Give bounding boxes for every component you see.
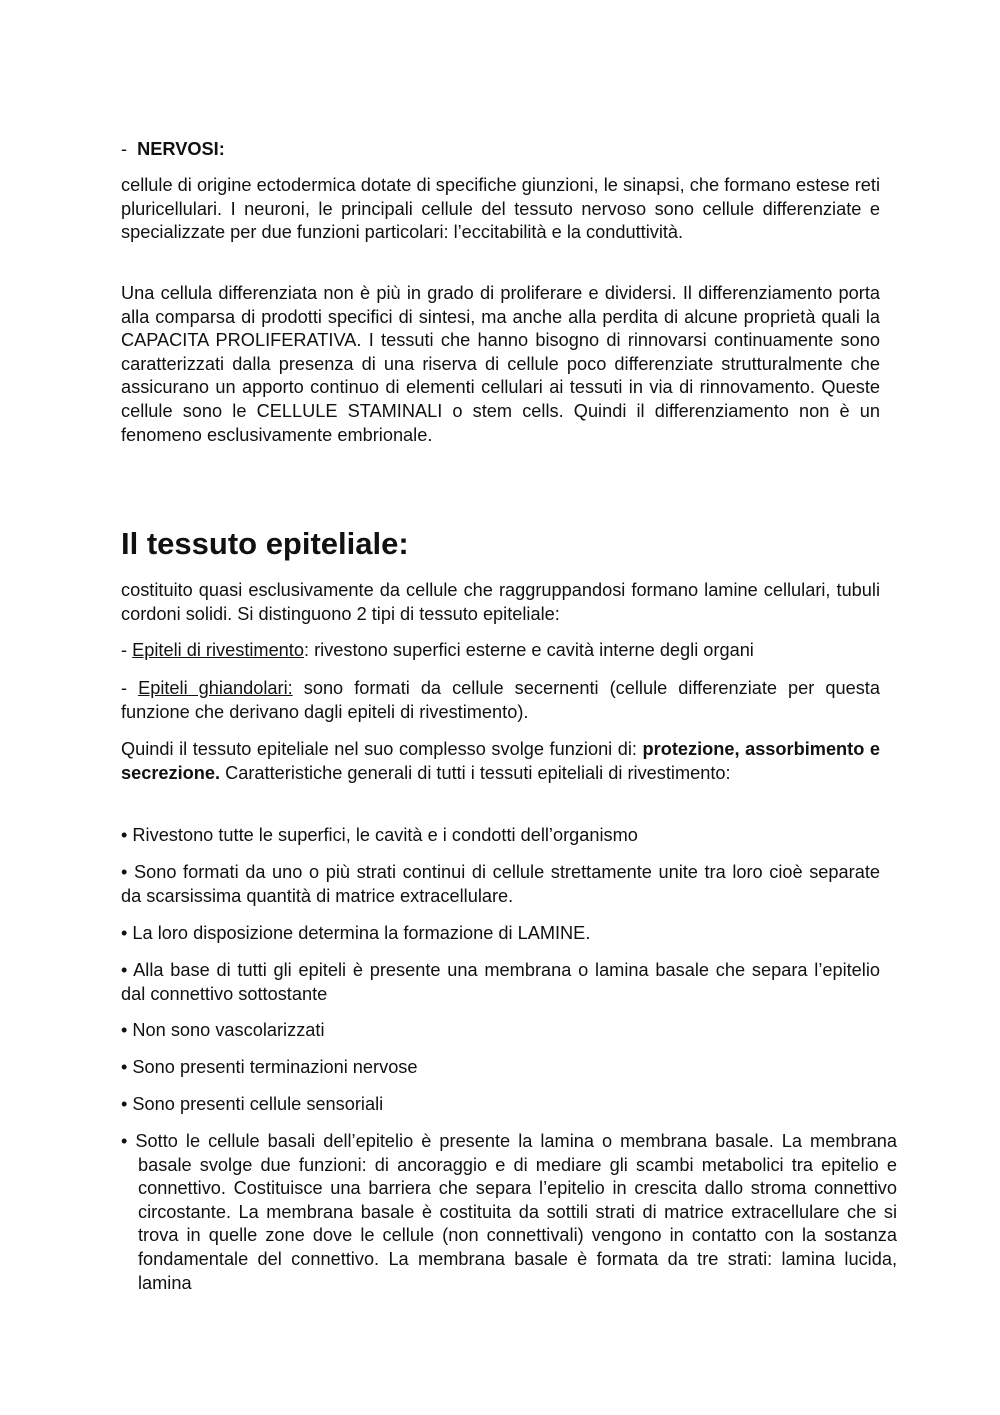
- list-dash: -: [121, 640, 133, 660]
- bullet-item-8: • Sotto le cellule basali dell’epitelio è presente la lamina o membrana basale. La membrana basale svolge due funzioni: di ancoraggio e di mediare gli scambi metabolici tra epitelio e connettivo. Costituisce una barriera che separa l’epitelio in crescita dallo stroma connettivo circostante. La membrana basale è costituita da sottili strati di matrice extracellulare che si trova in quelle zone dove le cellule (non connettivali) vengono in contatto con la sostanza fondamentale del connettivo. La membrana basale è formata da tre strati: lamina lucida, lamina: [121, 1131, 897, 1293]
- bullet-item-3: • La loro disposizione determina la formazione di LAMINE.: [121, 923, 591, 943]
- summary-text-post: Caratteristiche generali di tutti i tessuti epiteliali di rivestimento:: [220, 762, 731, 783]
- list-item-epiteli-ghiandolari: [121, 677, 880, 724]
- paragraph-functions-summary: [121, 738, 880, 785]
- definition-epiteli-rivestimento: : rivestono superfici esterne e cavità interne degli organi: [303, 640, 754, 660]
- definition-epiteli-ghiandolari: sono formati da cellule secernenti (cellule differenziate per questa funzione che derivano dagli epiteli di rivestimento).: [121, 678, 880, 722]
- heading-nervosi: NERVOSI:: [137, 139, 225, 159]
- bullet-item-6: • Sono presenti terminazioni nervose: [121, 1057, 418, 1077]
- term-epiteli-rivestimento: Epiteli di rivestimento: [132, 640, 304, 660]
- bullet-item-1: • Rivestono tutte le superfici, le cavità e i condotti dell’organismo: [121, 825, 638, 845]
- bullet-item-7: • Sono presenti cellule sensoriali: [121, 1094, 384, 1114]
- term-epiteli-ghiandolari: Epiteli ghiandolari:: [138, 678, 293, 698]
- section-heading-nervosi: [121, 138, 225, 162]
- bullet-item-2: • Sono formati da uno o più strati continui di cellule strettamente unite tra loro cioè separate da scarsissima quantità di matrice extracellulare.: [121, 862, 880, 906]
- paragraph-nervosi-description: cellule di origine ectodermica dotate di specifiche giunzioni, le sinapsi, che formano estese reti pluricellulari. I neuroni, le principali cellule del tessuto nervoso sono cellule differenziate e specializzate per due funzioni particolari: l’eccitabilità e la conduttività.: [121, 175, 880, 243]
- bullet-item-4: • Alla base di tutti gli epiteli è presente una membrana o lamina basale che separa l’epitelio dal connettivo sottostante: [121, 960, 880, 1004]
- section-title-epiteliale: Il tessuto epiteliale:: [121, 526, 409, 561]
- list-dash: -: [121, 678, 139, 698]
- summary-text-pre: Quindi il tessuto epiteliale nel suo complesso svolge funzioni di:: [121, 739, 643, 759]
- bullet-item-5: • Non sono vascolarizzati: [121, 1020, 325, 1040]
- paragraph-differentiation: Una cellula differenziata non è più in grado di proliferare e dividersi. Il differenziamento porta alla comparsa di prodotti specifici di sintesi, ma anche alla perdita di alcune proprietà quali la CAPACITA PROLIFERATIVA. I tessuti che hanno bisogno di rinnovarsi continuamente sono caratterizzati dalla presenza di una riserva di cellule poco differenziate strutturalmente che assicurano un apporto continuo di elementi cellulari ai tessuti in via di rinnovamento. Queste cellule sono le CELLULE STAMINALI o stem cells. Quindi il differenziamento non è un fenomeno esclusivamente embrionale.: [121, 283, 880, 445]
- list-item-epiteli-rivestimento: [121, 639, 880, 663]
- summary-functions-bold: protezione, assorbimento e secrezione.: [121, 739, 880, 783]
- heading-dash: -: [121, 139, 128, 159]
- paragraph-epiteliale-intro: costituito quasi esclusivamente da cellule che raggruppandosi formano lamine cellulari, tubuli cordoni solidi. Si distinguono 2 tipi di tessuto epiteliale:: [121, 580, 880, 624]
